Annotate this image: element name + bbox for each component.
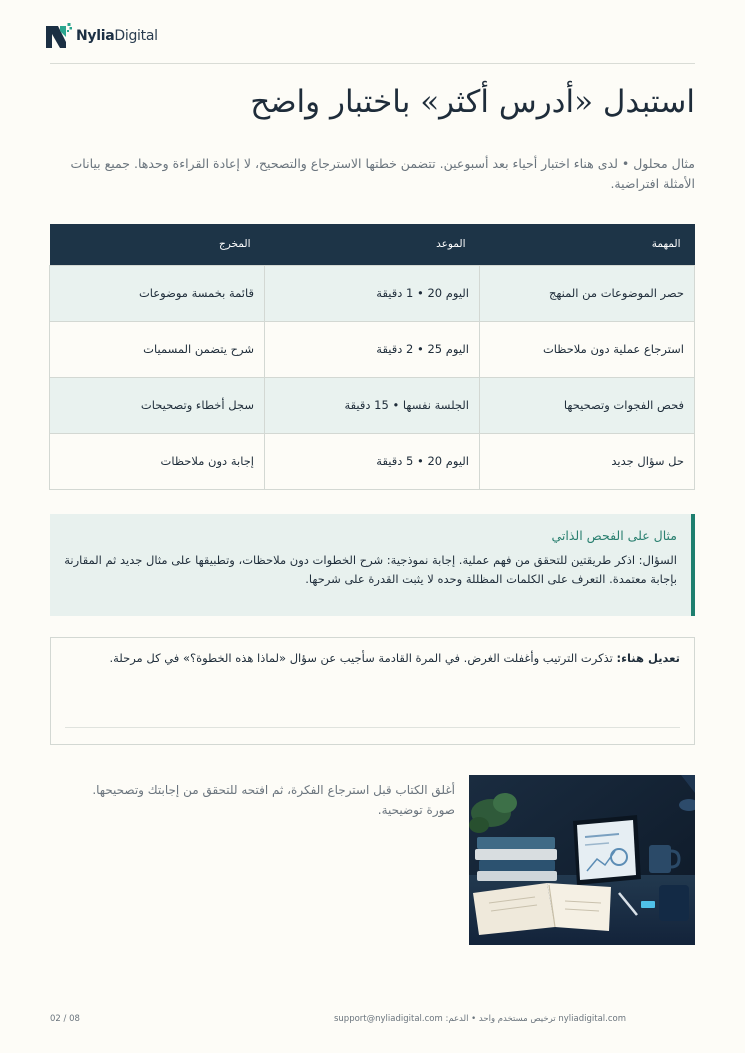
task-cell: حل سؤال جديد — [480, 433, 695, 489]
study-plan-table — [49, 224, 695, 490]
time-cell: اليوم 20 • 1 دقيقة — [265, 265, 480, 321]
figure-caption-text: أغلق الكتاب قبل استرجاع الفكرة، ثم افتحه للتحقق من إجابتك وتصحيحها. — [92, 783, 455, 797]
time-cell: اليوم 25 • 2 دقيقة — [265, 321, 480, 377]
column-header-task: المهمة — [480, 224, 695, 265]
column-header-time: الموعد — [265, 224, 480, 265]
task-cell: استرجاع عملية دون ملاحظات — [480, 321, 695, 377]
table-row — [50, 265, 695, 321]
footer-meta — [334, 1014, 626, 1024]
page-number: 02 / 08 — [50, 1014, 80, 1024]
footer-website[interactable]: nyliadigital.com — [558, 1014, 626, 1024]
note-writing-line — [65, 727, 680, 728]
brand-logo — [44, 22, 158, 50]
page-title: استبدل «أدرس أكثر» باختبار واضح — [250, 84, 695, 120]
self-check-box — [50, 514, 695, 616]
task-cell: حصر الموضوعات من المنهج — [480, 265, 695, 321]
column-header-output: المخرج — [50, 224, 265, 265]
page-footer — [50, 1014, 695, 1030]
table-row — [50, 377, 695, 433]
output-cell: إجابة دون ملاحظات — [50, 433, 265, 489]
task-cell: فحص الفجوات وتصحيحها — [480, 377, 695, 433]
self-check-title: مثال على الفحص الذاتي — [551, 528, 677, 543]
output-cell: سجل أخطاء وتصحيحات — [50, 377, 265, 433]
revision-note-label: تعديل هناء: — [616, 651, 680, 665]
nylia-logo-icon — [44, 22, 74, 50]
brand-name: NyliaDigital — [76, 28, 158, 44]
intro-text: مثال محلول • لدى هناء اختبار أحياء بعد أسبوعين. تتضمن خطتها الاسترجاع والتصحيح، لا إعادة القراءة وحدها. جميع بيانات الأمثلة افتراضية. — [70, 156, 695, 191]
time-cell: الجلسة نفسها • 15 دقيقة — [265, 377, 480, 433]
desk-illustration — [469, 775, 695, 945]
revision-note-box — [50, 637, 695, 745]
figure-caption — [68, 780, 455, 820]
output-cell: قائمة بخمسة موضوعات — [50, 265, 265, 321]
table-row — [50, 321, 695, 377]
self-check-body: السؤال: اذكر طريقتين للتحقق من فهم عملية. إجابة نموذجية: شرح الخطوات دون ملاحظات، وتطبيقها على مثال جديد ثم المقارنة بإجابة معتمدة. التعرف على الكلمات المظللة وحده لا يثبت القدرة على شرحها. — [64, 553, 677, 586]
footer-support-email[interactable]: support@nyliadigital.com — [333, 1014, 443, 1024]
output-cell: شرح يتضمن المسميات — [50, 321, 265, 377]
table-row — [50, 433, 695, 489]
revision-note-text: تذكرت الترتيب وأغفلت الغرض. في المرة القادمة سأجيب عن سؤال «لماذا هذه الخطوة؟» في كل مرحلة. — [109, 651, 613, 665]
footer-license: ترخيص مستخدم واحد • الدعم: — [445, 1014, 556, 1024]
page — [50, 0, 695, 1053]
page-header — [50, 20, 695, 64]
figure-caption-sub: صورة توضيحية. — [377, 803, 455, 817]
table-header-row — [50, 224, 695, 265]
revision-note — [65, 651, 680, 665]
time-cell: اليوم 20 • 5 دقيقة — [265, 433, 480, 489]
